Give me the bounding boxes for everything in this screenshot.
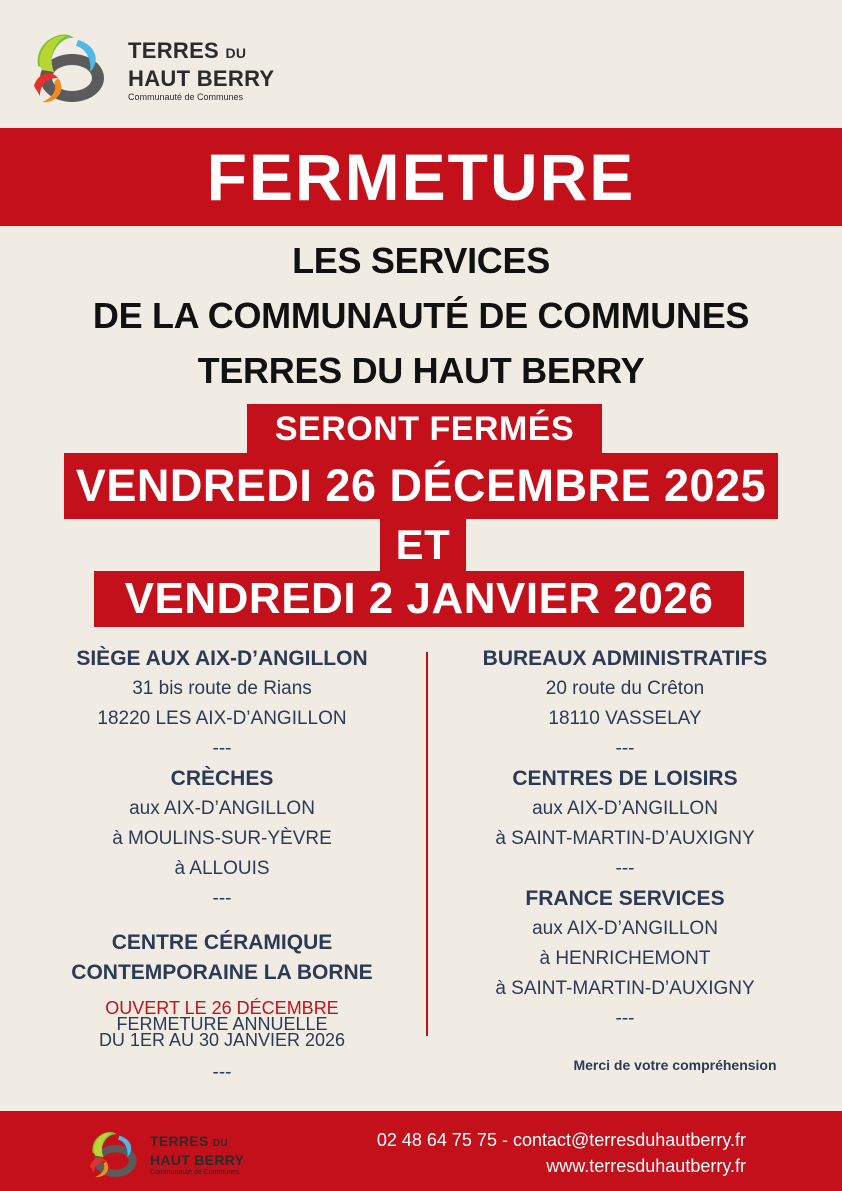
france-services-item: à HENRICHEMONT <box>539 948 711 969</box>
footer-logo <box>86 1125 286 1181</box>
logo-swirl-icon <box>86 1125 138 1181</box>
ceramique-title-1: CENTRE CÉRAMIQUE <box>111 931 333 954</box>
separator: --- <box>212 738 232 759</box>
separator: --- <box>212 888 232 909</box>
siege-title: SIÈGE AUX AIX-D’ANGILLON <box>76 647 368 670</box>
separator: --- <box>615 1008 635 1029</box>
footer-logo-du: DU <box>212 1138 228 1149</box>
right-column <box>440 644 810 1034</box>
siege-address-2: 18220 LES AIX-D’ANGILLON <box>97 708 347 729</box>
logo-text <box>128 38 274 102</box>
footer-logo-title <box>150 1133 244 1152</box>
separator: --- <box>212 1062 232 1083</box>
france-services-item: aux AIX-D’ANGILLON <box>532 918 718 939</box>
title-banner <box>0 128 842 226</box>
ceramique-title-2: CONTEMPORAINE LA BORNE <box>71 961 373 984</box>
closure-seront-box: SERONT FERMÉS <box>247 404 602 454</box>
bureaux-title: BUREAUX ADMINISTRATIFS <box>482 647 768 670</box>
ceramique-open-notice: OUVERT LE 26 DÉCEMBRE <box>105 998 339 1018</box>
logo-swirl-icon <box>28 26 106 106</box>
loisirs-title: CENTRES DE LOISIRS <box>512 767 738 790</box>
footer <box>0 1111 842 1191</box>
ceramique-close-notice-1: FERMETURE ANNUELLE <box>116 1014 328 1034</box>
headline-line-3: TERRES DU HAUT BERRY <box>197 350 645 391</box>
footer-logo-subtitle: Communauté de Communes <box>150 1169 240 1176</box>
headline-line-1: LES SERVICES <box>292 240 550 281</box>
france-services-item: à SAINT-MARTIN-D’AUXIGNY <box>495 978 755 999</box>
loisirs-item: aux AIX-D’ANGILLON <box>532 798 718 819</box>
footer-logo-text <box>150 1133 244 1176</box>
loisirs-item: à SAINT-MARTIN-D’AUXIGNY <box>495 828 755 849</box>
footer-contact <box>377 1127 746 1179</box>
creche-item: à MOULINS-SUR-YÈVRE <box>112 828 332 849</box>
column-divider <box>426 652 428 1036</box>
france-services-title: FRANCE SERVICES <box>525 887 725 910</box>
separator: --- <box>615 858 635 879</box>
ceramique-close-notice-2: DU 1ER AU 30 JANVIER 2026 <box>98 1030 346 1050</box>
headline-line-2: DE LA COMMUNAUTÉ DE COMMUNES <box>92 295 750 336</box>
siege-address-1: 31 bis route de Rians <box>132 678 312 699</box>
logo-subtitle: Communauté de Communes <box>128 92 244 102</box>
creche-item: aux AIX-D’ANGILLON <box>129 798 315 819</box>
closure-and-box: ET <box>380 517 466 573</box>
footer-logo-haut-berry: HAUT BERRY <box>150 1152 245 1168</box>
creche-item: à ALLOUIS <box>174 858 270 879</box>
bureaux-address-1: 20 route du Crêton <box>545 678 705 699</box>
logo-title-terres: TERRES <box>128 38 220 63</box>
logo-title <box>128 38 274 66</box>
logo-title-du: DU <box>225 45 247 61</box>
thanks-message: Merci de votre compréhension <box>573 1057 777 1073</box>
header-logo <box>28 26 308 106</box>
separator: --- <box>615 738 635 759</box>
banner-title: FERMETURE <box>206 140 636 214</box>
logo-title-haut-berry: HAUT BERRY <box>128 66 275 91</box>
left-column <box>40 644 404 1088</box>
footer-phone-email[interactable]: 02 48 64 75 75 - contact@terresduhautberry.fr <box>376 1130 746 1150</box>
footer-logo-terres: TERRES <box>150 1133 209 1149</box>
footer-website-link[interactable]: www.terresduhautberry.fr <box>546 1156 746 1176</box>
creches-title: CRÈCHES <box>170 767 274 790</box>
bureaux-address-2: 18110 VASSELAY <box>548 708 702 729</box>
closure-date-2-box: VENDREDI 2 JANVIER 2026 <box>94 571 744 627</box>
closure-date-1-box: VENDREDI 26 DÉCEMBRE 2025 <box>64 453 778 519</box>
